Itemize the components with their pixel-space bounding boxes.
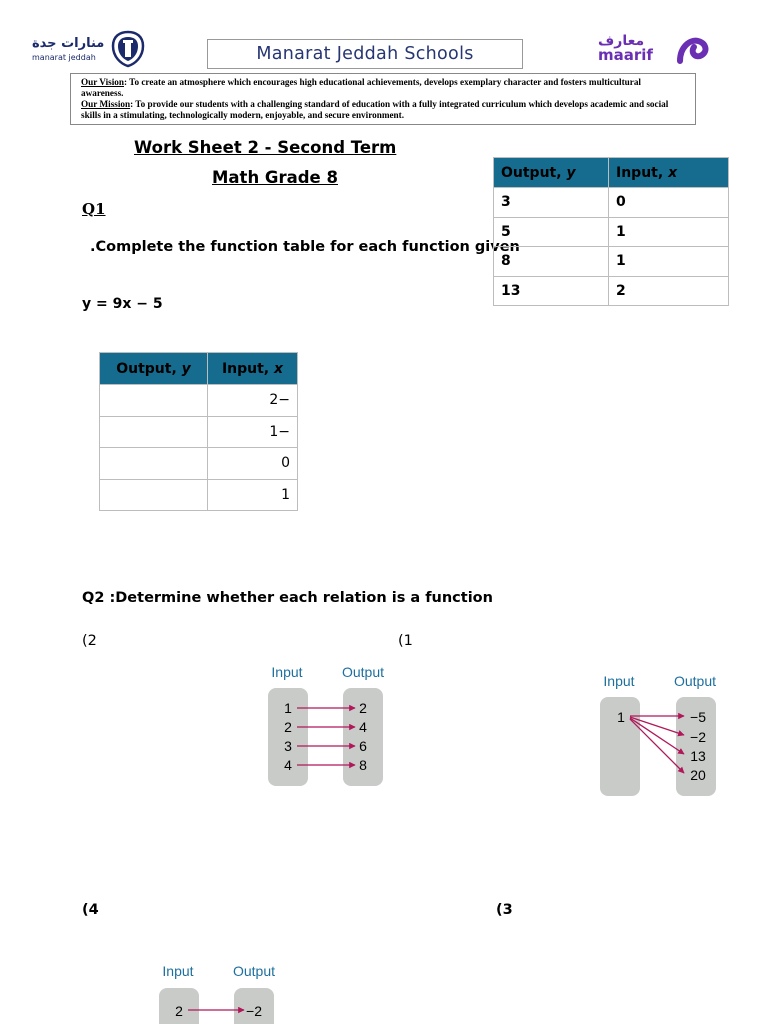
cell-output: 13 <box>494 276 609 306</box>
mission-label: Our Mission <box>81 99 131 109</box>
vision-text: : To create an atmosphere which encourages high educational achievements, develops exemplary character and fosters multicultural awareness. <box>81 77 641 98</box>
m2-output-1: 4 <box>359 719 367 735</box>
header-output: Output, y <box>494 158 609 188</box>
item-4-label: (4 <box>82 902 99 918</box>
cell-input: 2 <box>609 276 729 306</box>
item-2-label: (2 <box>82 633 97 649</box>
cell-input: 1 <box>609 247 729 277</box>
m2-output-0: 2 <box>359 700 367 716</box>
q1-instruction: .Complete the function table for each function given <box>90 239 520 255</box>
m2-output-2: 6 <box>359 738 367 754</box>
header-output: Output, y <box>100 353 208 385</box>
m4-input-0: 2 <box>175 1003 183 1019</box>
m1-input-0: 1 <box>617 709 625 725</box>
m4-output-0: −2 <box>246 1003 262 1019</box>
m1-input-label: Input <box>603 673 635 689</box>
function-equation: y = 9x − 5 <box>82 296 163 312</box>
header-input: Input, x <box>609 158 729 188</box>
vision-label: Our Vision <box>81 77 124 87</box>
m2-input-0: 1 <box>284 700 292 716</box>
mapping-diagram-4 <box>159 963 275 1024</box>
mapping-diagram-1 <box>600 673 716 796</box>
cell-output: 8 <box>494 247 609 277</box>
m4-output-label: Output <box>232 963 276 979</box>
m2-input-2: 3 <box>284 738 292 754</box>
logo-english-text: manarat jeddah <box>32 53 96 62</box>
cell-input: 0 <box>609 188 729 218</box>
cell-input: 1 <box>208 479 298 511</box>
m4-input-label: Input <box>162 963 194 979</box>
maarif-arabic-text: معارف <box>598 33 645 49</box>
q1-label: Q1 <box>82 200 106 218</box>
mission-text: : To provide our students with a challenging standard of education with a fully integrated curriculum which develops academic and social skills in a stimulating, technologically modern, enjoyable, and secure environment. <box>81 99 669 120</box>
header-input: Input, x <box>208 353 298 385</box>
m2-output-label: Output <box>341 664 385 680</box>
q2-label: Q2 :Determine whether each relation is a function <box>82 590 493 606</box>
mapping-diagram-2 <box>268 664 384 786</box>
worksheet-title: Work Sheet 2 - Second Term <box>134 138 397 157</box>
item-3-label: (3 <box>496 902 513 918</box>
cell-input: 1 <box>609 217 729 247</box>
grade-title: Math Grade 8 <box>212 168 338 187</box>
cell-output: 5 <box>494 217 609 247</box>
m1-output-3: 20 <box>690 767 706 783</box>
m1-output-2: 13 <box>690 748 706 764</box>
maarif-english-text: maarif <box>598 46 653 64</box>
cell-input: 0 <box>208 448 298 480</box>
cell-input: 1− <box>208 416 298 448</box>
m2-input-3: 4 <box>284 757 292 773</box>
cell-input: 2− <box>208 385 298 417</box>
m2-input-label: Input <box>271 664 303 680</box>
m1-output-0: −5 <box>690 709 706 725</box>
logo-arabic-text: منارات جدة <box>32 36 105 51</box>
school-name-banner: Manarat Jeddah Schools <box>207 39 523 69</box>
m1-output-1: −2 <box>690 729 706 745</box>
cell-output: 3 <box>494 188 609 218</box>
m2-output-3: 8 <box>359 757 367 773</box>
item-1-label: (1 <box>398 633 413 649</box>
m1-output-label: Output <box>673 673 717 689</box>
m2-input-1: 2 <box>284 719 292 735</box>
